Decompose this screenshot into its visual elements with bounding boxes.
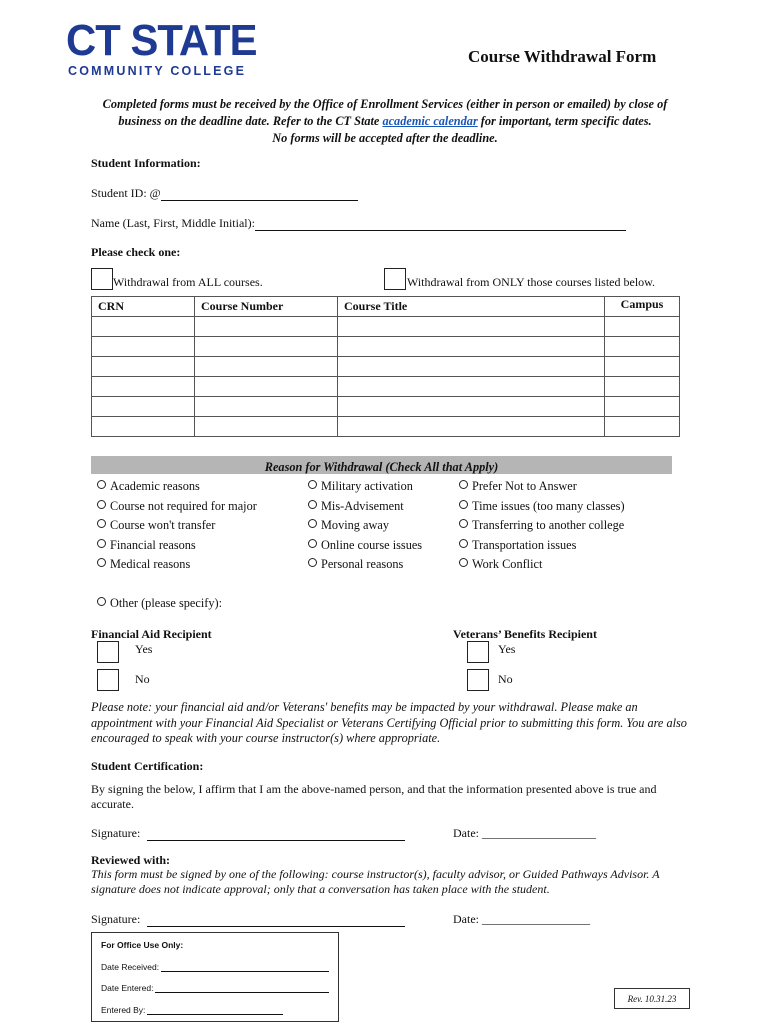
- header-course-title: Course Title: [338, 297, 605, 317]
- veterans-no-checkbox[interactable]: [467, 669, 489, 691]
- reviewed-text: This form must be signed by one of the following: course instructor(s), faculty advisor, or Guided Pathways Advisor. A signature does not indicate approval; only that a conversation has taken place with the student.: [91, 867, 660, 896]
- crn-cell[interactable]: [92, 357, 195, 377]
- entered-by-input[interactable]: [147, 1005, 283, 1015]
- veterans-heading: Veterans’ Benefits Recipient: [453, 627, 597, 641]
- reason-transportation[interactable]: [459, 538, 625, 558]
- course-title-cell[interactable]: [338, 397, 605, 417]
- reason-label: Military activation: [321, 479, 413, 493]
- table-row: [92, 337, 680, 357]
- course-title-cell[interactable]: [338, 357, 605, 377]
- veterans-yes-label: Yes: [498, 642, 516, 656]
- reason-label: Time issues (too many classes): [472, 498, 625, 513]
- radio-circle-icon: [308, 500, 317, 509]
- financial-aid-no-checkbox[interactable]: [97, 669, 119, 691]
- course-title-cell[interactable]: [338, 337, 605, 357]
- intro-line-1: Completed forms must be received by the Office of Enrollment Services (either in person or emailed) by close of: [102, 97, 668, 111]
- financial-aid-no-label: No: [135, 672, 150, 686]
- reviewed-heading: Reviewed with:: [91, 853, 170, 867]
- course-title-cell[interactable]: [338, 417, 605, 437]
- header-crn: CRN: [92, 297, 195, 317]
- date-entered-input[interactable]: [155, 983, 329, 993]
- withdraw-all-label: Withdrawal from ALL courses.: [113, 275, 263, 289]
- student-id-row: [91, 186, 358, 201]
- veterans-yes-checkbox[interactable]: [467, 641, 489, 663]
- reviewer-date-input[interactable]: __________________: [482, 912, 590, 926]
- name-row: [91, 216, 626, 231]
- reason-military[interactable]: [308, 479, 422, 499]
- certification-date-row: [453, 826, 596, 841]
- date-received-row: [101, 962, 329, 972]
- reason-label: Mis-Advisement: [321, 498, 404, 513]
- financial-aid-yes-label: Yes: [135, 642, 153, 656]
- crn-cell[interactable]: [92, 417, 195, 437]
- intro-line-2a: business on the deadline date. Refer to the CT State: [118, 114, 383, 128]
- intro-text: [80, 96, 690, 147]
- reason-label: Other (please specify):: [110, 596, 222, 610]
- student-date-input[interactable]: ___________________: [482, 826, 596, 840]
- college-logo-subtitle: COMMUNITY COLLEGE: [68, 64, 247, 78]
- reviewer-date-row: [453, 912, 590, 927]
- reason-label: Course won't transfer: [110, 518, 216, 532]
- crn-cell[interactable]: [92, 377, 195, 397]
- radio-circle-icon: [308, 519, 317, 528]
- campus-cell[interactable]: [605, 337, 680, 357]
- office-use-box: [91, 932, 339, 1022]
- student-id-input[interactable]: [161, 188, 358, 201]
- radio-circle-icon: [97, 597, 106, 606]
- radio-circle-icon: [459, 558, 468, 567]
- reason-label: Academic reasons: [110, 479, 200, 493]
- table-row: [92, 377, 680, 397]
- crn-cell[interactable]: [92, 397, 195, 417]
- date-label: Date:: [453, 912, 479, 926]
- financial-aid-yes-checkbox[interactable]: [97, 641, 119, 663]
- certification-signature-row: [91, 826, 405, 841]
- reviewer-signature-input[interactable]: [147, 914, 405, 927]
- campus-cell[interactable]: [605, 317, 680, 337]
- date-entered-label: Date Entered:: [101, 983, 154, 993]
- academic-calendar-link[interactable]: academic calendar: [382, 114, 478, 128]
- date-received-label: Date Received:: [101, 962, 160, 972]
- radio-circle-icon: [459, 539, 468, 548]
- office-use-heading: For Office Use Only:: [101, 940, 184, 950]
- revision-label: Rev. 10.31.23: [614, 988, 690, 1009]
- course-table-header: [92, 297, 680, 317]
- reason-medical[interactable]: [97, 557, 257, 577]
- header-course-number: Course Number: [195, 297, 338, 317]
- reason-prefer-not[interactable]: [459, 479, 625, 499]
- withdraw-listed-checkbox[interactable]: [384, 268, 406, 290]
- college-logo: CT STATE: [66, 16, 257, 65]
- radio-circle-icon: [97, 539, 106, 548]
- reason-label: Work Conflict: [472, 557, 543, 571]
- reason-label: Prefer Not to Answer: [472, 479, 577, 493]
- student-signature-input[interactable]: [147, 828, 405, 841]
- course-number-cell[interactable]: [195, 357, 338, 377]
- reason-moving[interactable]: [308, 518, 422, 538]
- reason-academic[interactable]: [97, 479, 257, 499]
- radio-circle-icon: [97, 480, 106, 489]
- veterans-no-label: No: [498, 672, 513, 686]
- reason-label: Personal reasons: [321, 557, 404, 571]
- radio-circle-icon: [308, 558, 317, 567]
- campus-cell[interactable]: [605, 397, 680, 417]
- name-label: Name (Last, First, Middle Initial):: [91, 216, 255, 230]
- table-row: [92, 397, 680, 417]
- reason-label: Course not required for major: [110, 498, 257, 513]
- intro-line-3: No forms will be accepted after the deadline.: [272, 131, 498, 145]
- reason-label: Moving away: [321, 518, 389, 532]
- reviewer-signature-row: [91, 912, 405, 927]
- student-id-label: Student ID: @: [91, 186, 161, 200]
- date-label: Date:: [453, 826, 479, 840]
- course-number-cell[interactable]: [195, 337, 338, 357]
- form-title: Course Withdrawal Form: [468, 47, 657, 66]
- radio-circle-icon: [459, 480, 468, 489]
- table-row: [92, 417, 680, 437]
- crn-cell[interactable]: [92, 337, 195, 357]
- reason-work-conflict[interactable]: [459, 557, 625, 577]
- course-number-cell[interactable]: [195, 417, 338, 437]
- crn-cell[interactable]: [92, 317, 195, 337]
- course-number-cell[interactable]: [195, 317, 338, 337]
- radio-circle-icon: [97, 519, 106, 528]
- course-number-cell[interactable]: [195, 377, 338, 397]
- reason-label: Financial reasons: [110, 537, 196, 552]
- certification-text: By signing the below, I affirm that I am the above-named person, and that the information presented above is true and accurate.: [91, 782, 657, 811]
- financial-aid-heading: Financial Aid Recipient: [91, 627, 212, 641]
- reason-label: Transportation issues: [472, 537, 577, 552]
- radio-circle-icon: [459, 519, 468, 528]
- campus-cell[interactable]: [605, 377, 680, 397]
- signature-label: Signature:: [91, 826, 141, 840]
- campus-cell[interactable]: [605, 417, 680, 437]
- radio-circle-icon: [308, 480, 317, 489]
- course-title-cell[interactable]: [338, 317, 605, 337]
- reason-course-not-required[interactable]: [97, 499, 257, 519]
- course-title-cell[interactable]: [338, 377, 605, 397]
- reason-column-1: [97, 479, 257, 577]
- check-one-heading: Please check one:: [91, 245, 181, 259]
- table-row: [92, 317, 680, 337]
- reason-label: Transferring to another college: [472, 518, 625, 532]
- reason-financial[interactable]: [97, 538, 257, 558]
- reason-transferring[interactable]: [459, 518, 625, 538]
- name-input[interactable]: [255, 218, 626, 231]
- date-received-input[interactable]: [161, 962, 329, 972]
- entered-by-row: [101, 1005, 283, 1015]
- date-entered-row: [101, 983, 329, 993]
- withdraw-listed-label: Withdrawal from ONLY those courses listed below.: [407, 275, 656, 289]
- course-table: [91, 296, 680, 437]
- reason-online-issues[interactable]: [308, 538, 422, 558]
- reason-mis-advisement[interactable]: [308, 499, 422, 519]
- reason-course-wont-transfer[interactable]: [97, 518, 257, 538]
- intro-line-2b: for important, term specific dates.: [477, 114, 652, 128]
- student-info-heading: Student Information:: [91, 156, 201, 170]
- radio-circle-icon: [97, 558, 106, 567]
- reason-personal[interactable]: [308, 557, 422, 577]
- radio-circle-icon: [459, 500, 468, 509]
- table-row: [92, 357, 680, 377]
- reason-column-3: [459, 479, 625, 577]
- reason-column-2: [308, 479, 422, 577]
- radio-circle-icon: [308, 539, 317, 548]
- reason-time-issues[interactable]: [459, 499, 625, 519]
- entered-by-label: Entered By:: [101, 1005, 146, 1015]
- header-campus: Campus: [605, 297, 680, 317]
- reason-title: Reason for Withdrawal (Check All that Apply): [264, 460, 499, 474]
- certification-heading: Student Certification:: [91, 759, 204, 773]
- radio-circle-icon: [97, 500, 106, 509]
- campus-cell[interactable]: [605, 357, 680, 377]
- reason-label: Online course issues: [321, 537, 423, 552]
- reason-other[interactable]: [97, 596, 222, 611]
- signature-label: Signature:: [91, 912, 141, 926]
- reason-label: Medical reasons: [110, 557, 191, 571]
- course-number-cell[interactable]: [195, 397, 338, 417]
- withdraw-all-checkbox[interactable]: [91, 268, 113, 290]
- intro-line-2: [80, 113, 690, 130]
- impact-note: Please note: your financial aid and/or Veterans' benefits may be impacted by your withdrawal. Please make an appointment with your Financial Aid Specialist or Veterans Certifying Official prior to submitting this form. You are also encouraged to speak with your course instructor(s) where appropriate.: [91, 700, 687, 745]
